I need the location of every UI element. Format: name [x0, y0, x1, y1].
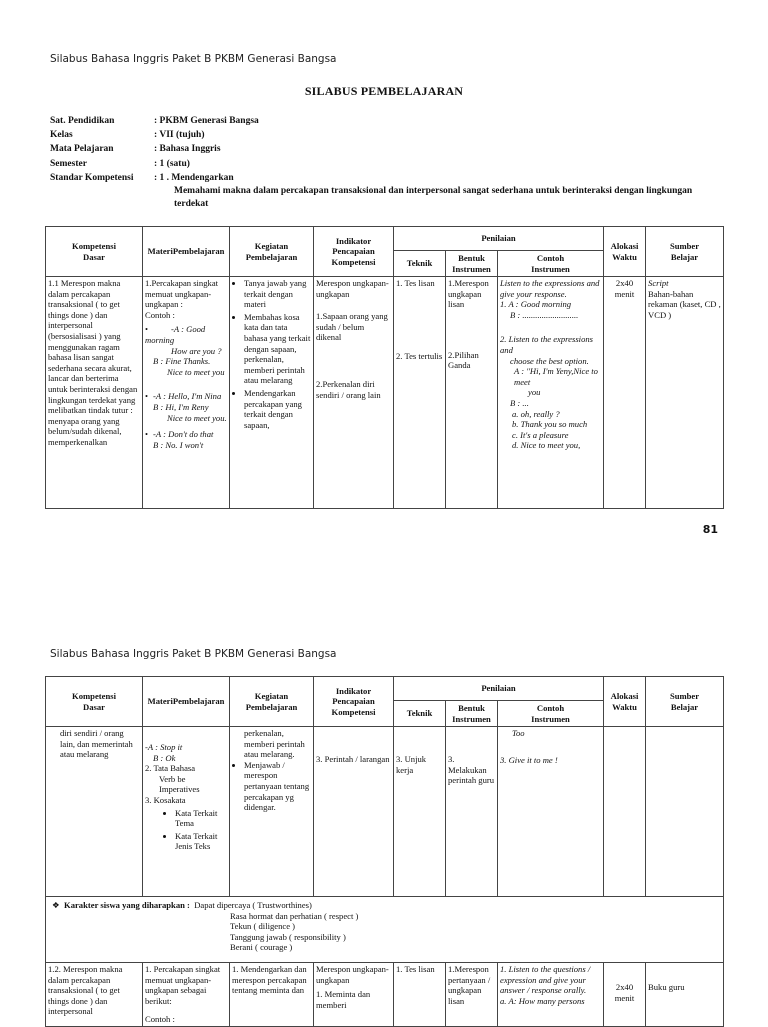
standar-description: Memahami makna dalam percakapan transaksional dan interpersonal sangat sederhana untuk berinteraksi dengan lingkungan terdekat — [174, 186, 693, 209]
header-sumber: Sumber Belajar — [646, 227, 724, 277]
cell-kegiatan: 1. Mendengarkan dan merespon percakapan tentang meminta dan — [230, 963, 314, 1027]
diamond-bullet-icon: ❖ — [52, 900, 60, 910]
header-indikator: Indikator Pencapaian Kompetensi — [314, 677, 394, 727]
meta-row: Kelas : VII (tujuh) — [50, 130, 205, 141]
header-alokasi: Alokasi Waktu — [604, 227, 646, 277]
header-bentuk: Bentuk Instrumen — [446, 701, 498, 727]
cell-indikator: Merespon ungkapan-ungkapan 1.Sapaan orang yang sudah / belum dikenal 2.Perkenalan diri sendiri / orang lain — [314, 277, 394, 509]
cell-alokasi: 2x40 menit — [604, 963, 646, 1027]
running-header: Silabus Bahasa Inggris Paket B PKBM Generasi Bangsa — [50, 648, 337, 660]
cell-materi: 1. Percakapan singkat memuat ungkapan-ungkapan sebagai berikut: Contoh : — [143, 963, 230, 1027]
list-item: • Kata Terkait Jenis Teks — [175, 831, 227, 852]
header-bentuk: Bentuk Instrumen — [446, 251, 498, 277]
meta-row: Standar Kompetensi : 1 . Mendengarkan — [50, 172, 234, 183]
cell-teknik: 1. Tes lisan — [394, 963, 446, 1027]
cell-kegiatan: perkenalan, memberi perintah atau melarang. • Menjawab / merespon pertanyaan tentang percakapan yg didengar. — [230, 727, 314, 897]
meta-row: Semester : 1 (satu) — [50, 158, 190, 169]
cell-indikator: 3. Perintah / larangan — [314, 727, 394, 897]
cell-contoh: Listen to the expressions and give your response. 1. A : Good morning B : .......................... 2. Listen to the expressions and choose the best option. A : "Hi, I'm Yeny,Nice to meet you B : ... a. oh, really ? b. Thank you so much c. It's a pleasure d. Nice to meet you, — [498, 277, 604, 509]
list-item: • Tanya jawab yang terkait dengan materi — [244, 278, 311, 310]
header-contoh: Contoh Instrumen — [498, 251, 604, 277]
syllabus-table-page2 — [45, 676, 724, 1027]
header-penilaian: Penilaian — [394, 677, 604, 701]
cell-alokasi — [604, 727, 646, 897]
table-row — [46, 963, 724, 1027]
running-header: Silabus Bahasa Inggris Paket B PKBM Generasi Bangsa — [50, 53, 337, 65]
list-item: • Menjawab / merespon pertanyaan tentang percakapan yg didengar. — [244, 760, 311, 813]
meta-row: Sat. Pendidikan : PKBM Generasi Bangsa — [50, 116, 259, 126]
cell-kd: 1.1 Merespon makna dalam percakapan transaksional ( to get things done ) dan interpersonal (bersosialisasi ) yang menggunakan ragam bahasa lisan sangat sederhana secara akurat, lancar dan berterima untuk berinteraksi dengan lingkungan terdekat yang melibatkan tindak tutur : menyapa orang yang belum/sudah dikenal, memperkenalkan — [46, 277, 143, 509]
cell-sumber: Script Bahan-bahan rekaman (kaset, CD , VCD ) — [646, 277, 724, 509]
header-kompetensi-dasar: Kompetensi Dasar — [46, 227, 143, 277]
list-item: • Mendengarkan percakapan yang terkait dengan sapaan, — [244, 388, 311, 430]
cell-contoh: Too 3. Give it to me ! — [498, 727, 604, 897]
karakter-row — [46, 897, 724, 963]
header-teknik: Teknik — [394, 701, 446, 727]
cell-contoh: 1. Listen to the questions / expression and give your answer / response orally. a. A: How many persons — [498, 963, 604, 1027]
header-sumber: Sumber Belajar — [646, 677, 724, 727]
header-kompetensi-dasar: Kompetensi Dasar — [46, 677, 143, 727]
cell-materi: 1.Percakapan singkat memuat ungkapan-ungkapan : Contoh : • -A : Good morning How are you ? B : Fine Thanks. Nice to meet you • -A : Hello, I'm Nina B : Hi, I'm Reny Nice to meet you. • -A : Don't do that B : No. I won't — [143, 277, 230, 509]
cell-kd: 1.2. Merespon makna dalam percakapan transaksional ( to get things done ) dan interpersonal — [46, 963, 143, 1027]
header-penilaian: Penilaian — [394, 227, 604, 251]
cell-bentuk: 1.Merespon pertanyaan / ungkapan lisan — [446, 963, 498, 1027]
header-teknik: Teknik — [394, 251, 446, 277]
list-item: • Kata Terkait Tema — [175, 808, 227, 829]
cell-teknik: 1. Tes lisan 2. Tes tertulis — [394, 277, 446, 509]
header-materi: MateriPembelajaran — [143, 227, 230, 277]
cell-sumber: Buku guru — [646, 963, 724, 1027]
meta-row: Mata Pelajaran : Bahasa Inggris — [50, 144, 221, 155]
syllabus-table-page1 — [45, 226, 724, 509]
cell-teknik: 3. Unjuk kerja — [394, 727, 446, 897]
header-kegiatan: Kegiatan Pembelajaran — [230, 677, 314, 727]
header-contoh: Contoh Instrumen — [498, 701, 604, 727]
cell-kegiatan — [230, 277, 314, 509]
cell-materi: -A : Stop it B : Ok 2. Tata Bahasa Verb be Imperatives 3. Kosakata • Kata Terkait Tema • Kata Terkait Jenis Teks — [143, 727, 230, 897]
syllabus-meta — [50, 114, 714, 210]
header-indikator: Indikator Pencapaian Kompetensi — [314, 227, 394, 277]
header-kegiatan: Kegiatan Pembelajaran — [230, 227, 314, 277]
table-row — [46, 727, 724, 897]
cell-bentuk: 1.Merespon ungkapan lisan 2.Pilihan Ganda — [446, 277, 498, 509]
table-row — [46, 277, 724, 509]
header-materi: MateriPembelajaran — [143, 677, 230, 727]
karakter-cell: ❖ Karakter siswa yang diharapkan : Dapat dipercaya ( Trustworthines) Rasa hormat dan perhatian ( respect ) Tekun ( diligence ) Tanggung jawab ( responsibility ) Berani ( courage ) — [46, 897, 724, 963]
page-gap — [0, 560, 768, 600]
cell-kd: diri sendiri / orang lain, dan memerintah atau melarang — [46, 727, 143, 897]
cell-sumber — [646, 727, 724, 897]
cell-bentuk: 3. Melakukan perintah guru — [446, 727, 498, 897]
cell-indikator: Merespon ungkapan-ungkapan 1. Meminta dan memberi — [314, 963, 394, 1027]
page-82 — [0, 600, 768, 1024]
page-number: 81 — [702, 523, 718, 536]
cell-alokasi: 2x40 menit — [604, 277, 646, 509]
header-alokasi: Alokasi Waktu — [604, 677, 646, 727]
document-title: SILABUS PEMBELAJARAN — [304, 84, 464, 98]
list-item: • Membahas kosa kata dan tata bahasa yang terkait dengan sapaan, perkenalan, memberi perintah atau melarang — [244, 312, 311, 386]
